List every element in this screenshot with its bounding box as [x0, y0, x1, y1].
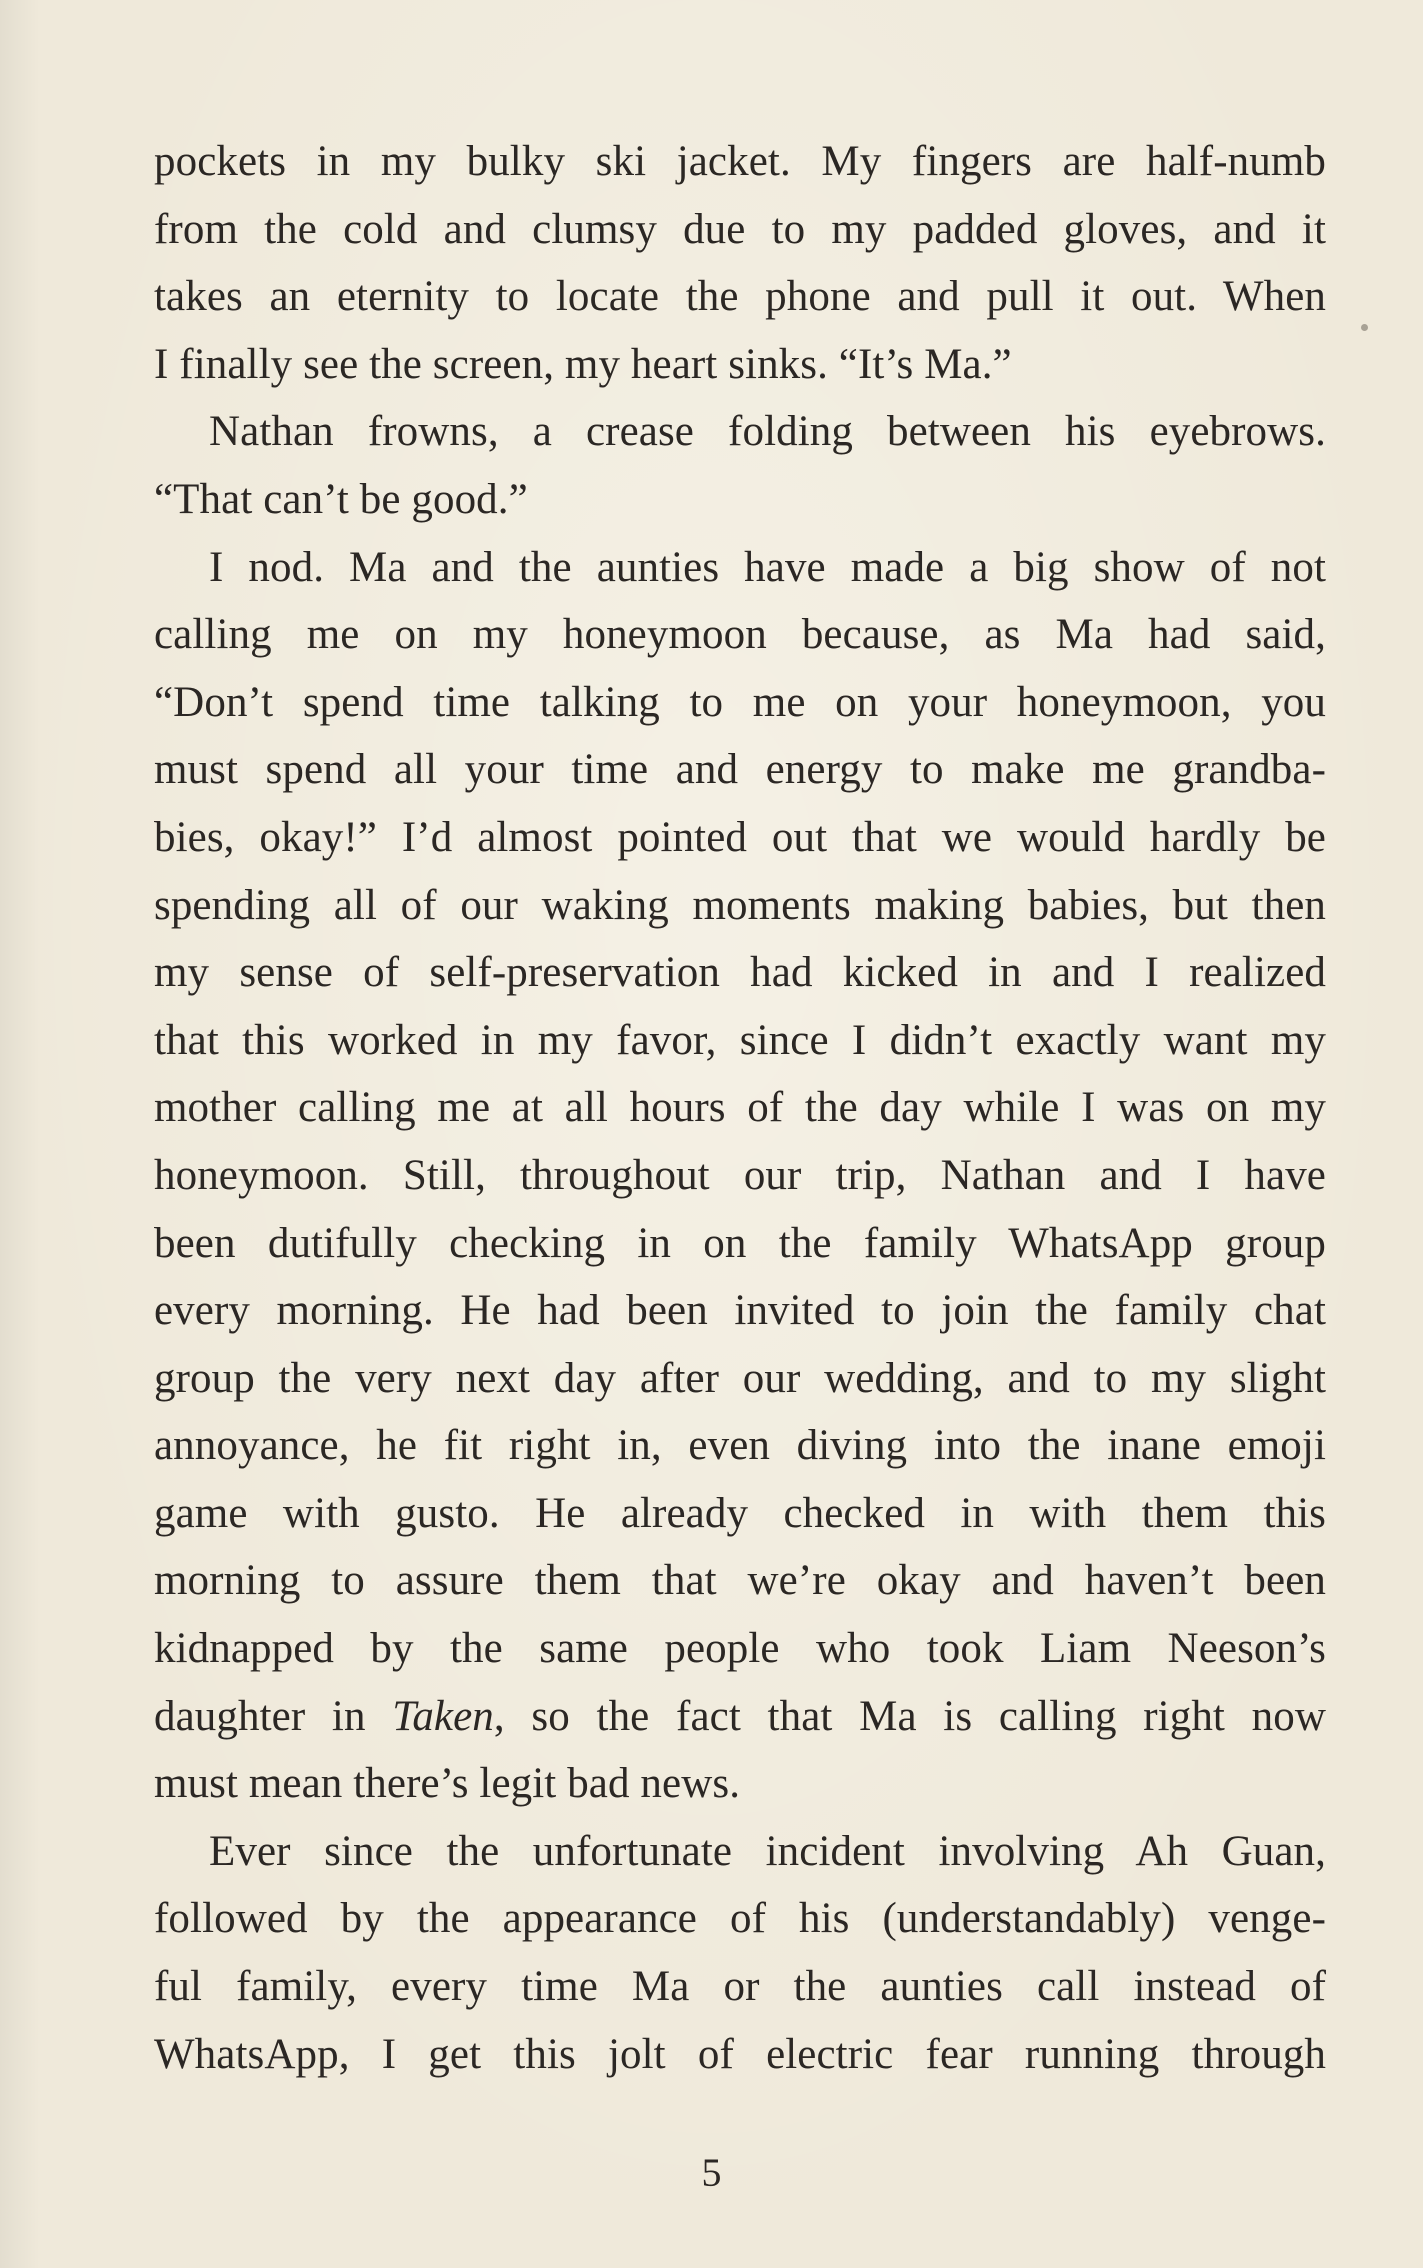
- text-line: Ever since the unfortunate incident involving Ah Guan,: [209, 1827, 1326, 1875]
- text-line: from the cold and clumsy due to my padded gloves, and it: [154, 205, 1326, 253]
- text-line: annoyance, he fit right in, even diving into the inane emoji: [154, 1422, 1326, 1470]
- text-line: spending all of our waking moments making babies, but then: [154, 881, 1326, 929]
- text-line: morning to assure them that we’re okay and haven’t been: [154, 1557, 1326, 1605]
- text-line: ful family, every time Ma or the aunties call instead of: [154, 1963, 1326, 2011]
- text-line: my sense of self-preservation had kicked in and I realized: [154, 949, 1326, 997]
- text-line: I finally see the screen, my heart sinks. “It’s Ma.”: [154, 340, 1012, 388]
- text-line: group the very next day after our wedding, and to my slight: [154, 1354, 1326, 1402]
- text-line: [154, 1683, 1326, 1751]
- text-segment: daughter in: [154, 1692, 393, 1740]
- page-number: 5: [701, 2150, 722, 2195]
- text-line: that this worked in my favor, since I didn’t exactly want my: [154, 1016, 1326, 1064]
- text-line: Nathan frowns, a crease folding between his eyebrows.: [209, 408, 1326, 456]
- paper-speck: [1361, 324, 1368, 331]
- text-line: followed by the appearance of his (understandably) venge-: [154, 1895, 1326, 1943]
- text-line: mother calling me at all hours of the day while I was on my: [154, 1084, 1326, 1132]
- text-line: must spend all your time and energy to make me grandba-: [154, 746, 1326, 794]
- text-line: “Don’t spend time talking to me on your honeymoon, you: [154, 678, 1326, 726]
- text-line: bies, okay!” I’d almost pointed out that we would hardly be: [154, 813, 1326, 861]
- body-text: [154, 128, 1326, 2088]
- text-line: been dutifully checking in on the family WhatsApp group: [154, 1219, 1326, 1267]
- text-line: honeymoon. Still, throughout our trip, Nathan and I have: [154, 1151, 1326, 1199]
- text-line: game with gusto. He already checked in with them this: [154, 1489, 1326, 1537]
- text-line: WhatsApp, I get this jolt of electric fear running through: [154, 2030, 1326, 2078]
- italic-title: Taken: [392, 1692, 494, 1740]
- text-line: kidnapped by the same people who took Liam Neeson’s: [154, 1625, 1326, 1673]
- text-line: takes an eternity to locate the phone and pull it out. When: [154, 273, 1326, 321]
- text-line: calling me on my honeymoon because, as Ma had said,: [154, 611, 1326, 659]
- text-line: pockets in my bulky ski jacket. My fingers are half-numb: [154, 138, 1326, 185]
- text-line: must mean there’s legit bad news.: [154, 1760, 741, 1808]
- text-line: every morning. He had been invited to join the family chat: [154, 1287, 1326, 1335]
- text-segment: , so the fact that Ma is calling right now: [493, 1692, 1326, 1740]
- text-line: I nod. Ma and the aunties have made a big show of not: [209, 543, 1326, 591]
- text-line: “That can’t be good.”: [154, 475, 528, 523]
